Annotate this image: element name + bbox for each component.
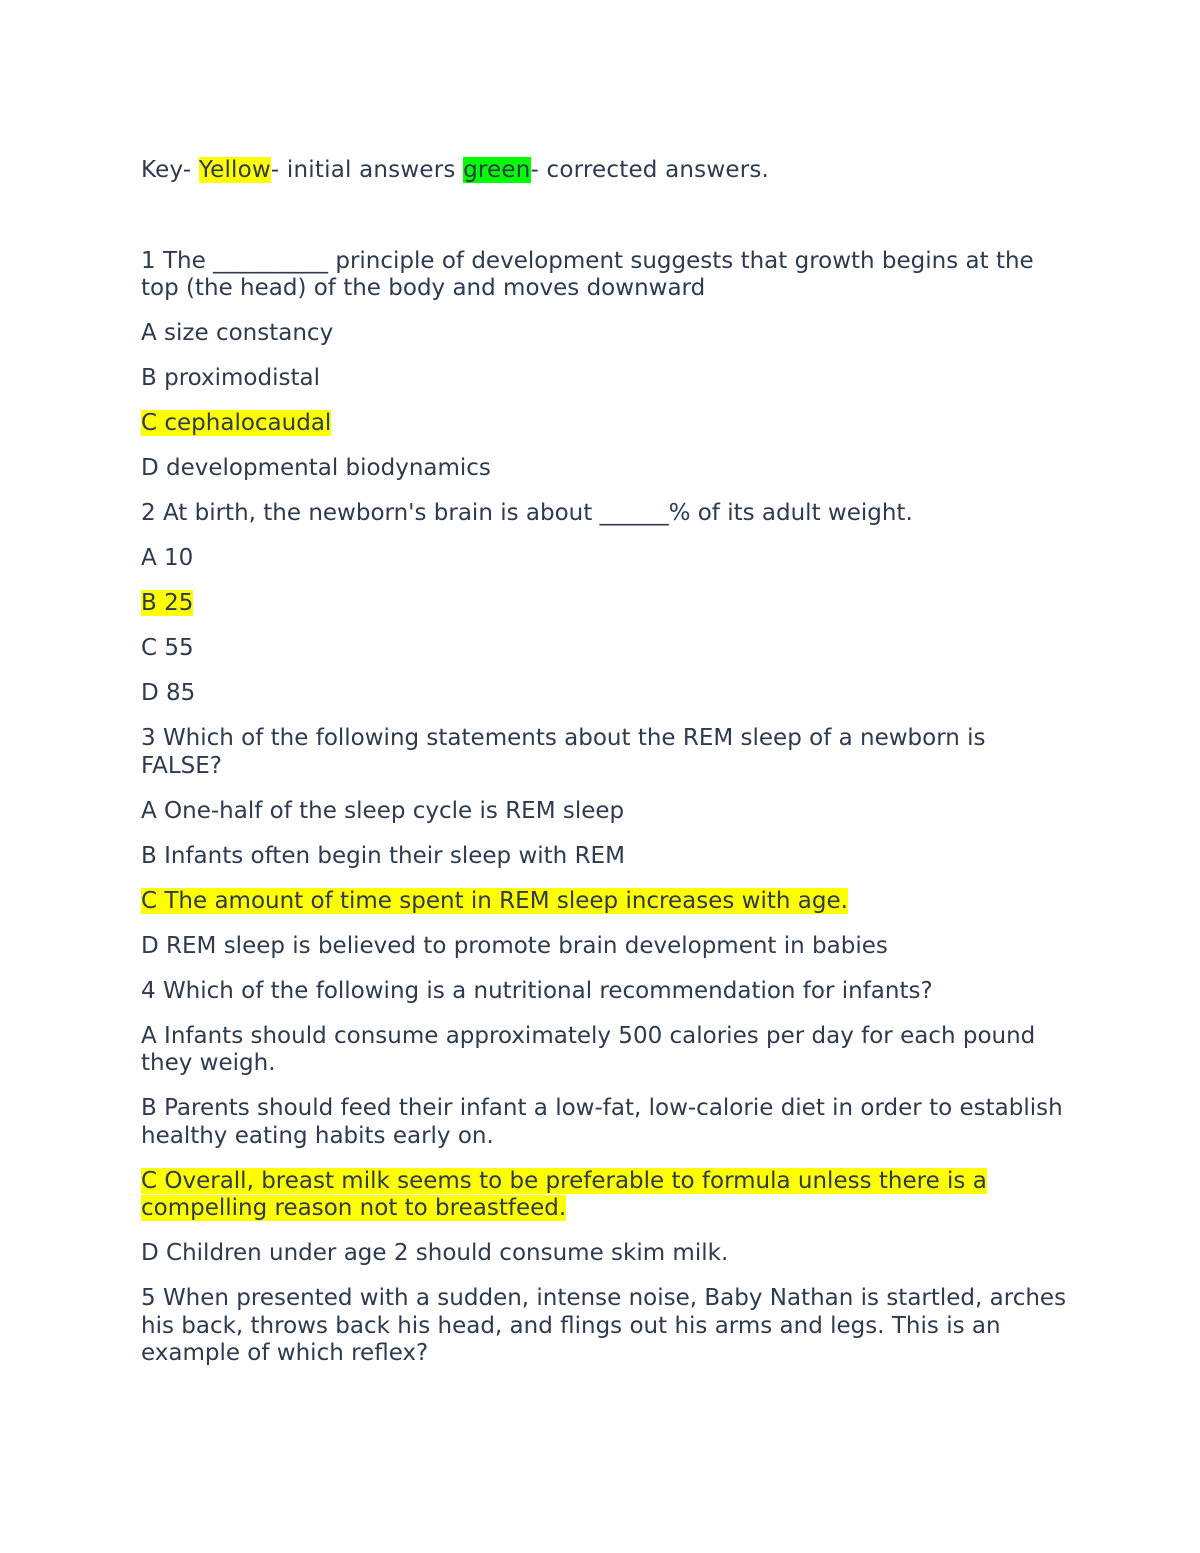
question-block: [141, 1285, 1071, 1368]
question-block: [141, 725, 1071, 960]
answer-option: [141, 933, 1071, 961]
highlighted-answer: B 25: [141, 590, 194, 616]
answer-option: [141, 635, 1071, 663]
answer-text: B Parents should feed their infant a low-fat, low-calorie diet in order to establish healthy eating habits early on.: [141, 1095, 1063, 1149]
color-key-legend: [141, 157, 1071, 185]
highlighted-answer: C Overall, breast milk seems to be preferable to formula unless there is a compelling reason not to breastfeed.: [141, 1167, 987, 1221]
answer-option: [141, 1240, 1071, 1268]
highlighted-answer: C cephalocaudal: [141, 410, 332, 436]
question-text: 4 Which of the following is a nutritional recommendation for infants?: [141, 977, 933, 1004]
answer-text: D REM sleep is believed to promote brain development in babies: [141, 932, 888, 959]
answer-option: [141, 1168, 1071, 1223]
answer-text: A One-half of the sleep cycle is REM sleep: [141, 797, 625, 824]
answer-text: A 10: [141, 545, 194, 571]
legend-prefix: Key-: [141, 157, 199, 183]
answer-text: B Infants often begin their sleep with REM: [141, 842, 625, 869]
document-page: [141, 157, 1071, 1385]
answer-option: [141, 798, 1071, 826]
answer-option: [141, 888, 1071, 916]
answer-option: [141, 843, 1071, 871]
answer-option: [141, 545, 1071, 573]
highlighted-answer: C The amount of time spent in REM sleep increases with age.: [141, 887, 848, 914]
answer-text: B proximodistal: [141, 365, 320, 391]
legend-green-label: green: [463, 157, 531, 183]
answer-option: [141, 410, 1071, 438]
question-text: 2 At birth, the newborn's brain is about ______% of its adult weight.: [141, 500, 913, 526]
answer-text: D developmental biodynamics: [141, 455, 491, 481]
answer-text: A Infants should consume approximately 500 calories per day for each pound they weigh.: [141, 1022, 1036, 1076]
answer-option: [141, 320, 1071, 348]
question-block: [141, 500, 1071, 708]
question-list: [141, 248, 1071, 1368]
answer-text: D Children under age 2 should consume skim milk.: [141, 1240, 729, 1266]
question-block: [141, 978, 1071, 1268]
answer-option: [141, 1023, 1071, 1078]
legend-middle: - initial answers: [270, 157, 464, 183]
question-text: 1 The __________ principle of development suggests that growth begins at the top (the head) of the body and moves downward: [141, 247, 1034, 301]
answer-option: [141, 365, 1071, 393]
answer-option: [141, 455, 1071, 483]
legend-yellow-label: Yellow: [198, 157, 271, 183]
question-block: [141, 248, 1071, 483]
question-text: 5 When presented with a sudden, intense noise, Baby Nathan is startled, arches his back, throws back his head, and flings out his arms and legs. This is an example of which reflex?: [141, 1285, 1067, 1366]
answer-text: D 85: [141, 680, 196, 706]
answer-option: [141, 680, 1071, 708]
answer-option: [141, 1095, 1071, 1150]
answer-option: [141, 590, 1071, 618]
answer-text: A size constancy: [141, 320, 334, 346]
question-text: 3 Which of the following statements about the REM sleep of a newborn is FALSE?: [141, 725, 986, 779]
legend-suffix: - corrected answers.: [530, 157, 770, 183]
answer-text: C 55: [141, 635, 194, 661]
